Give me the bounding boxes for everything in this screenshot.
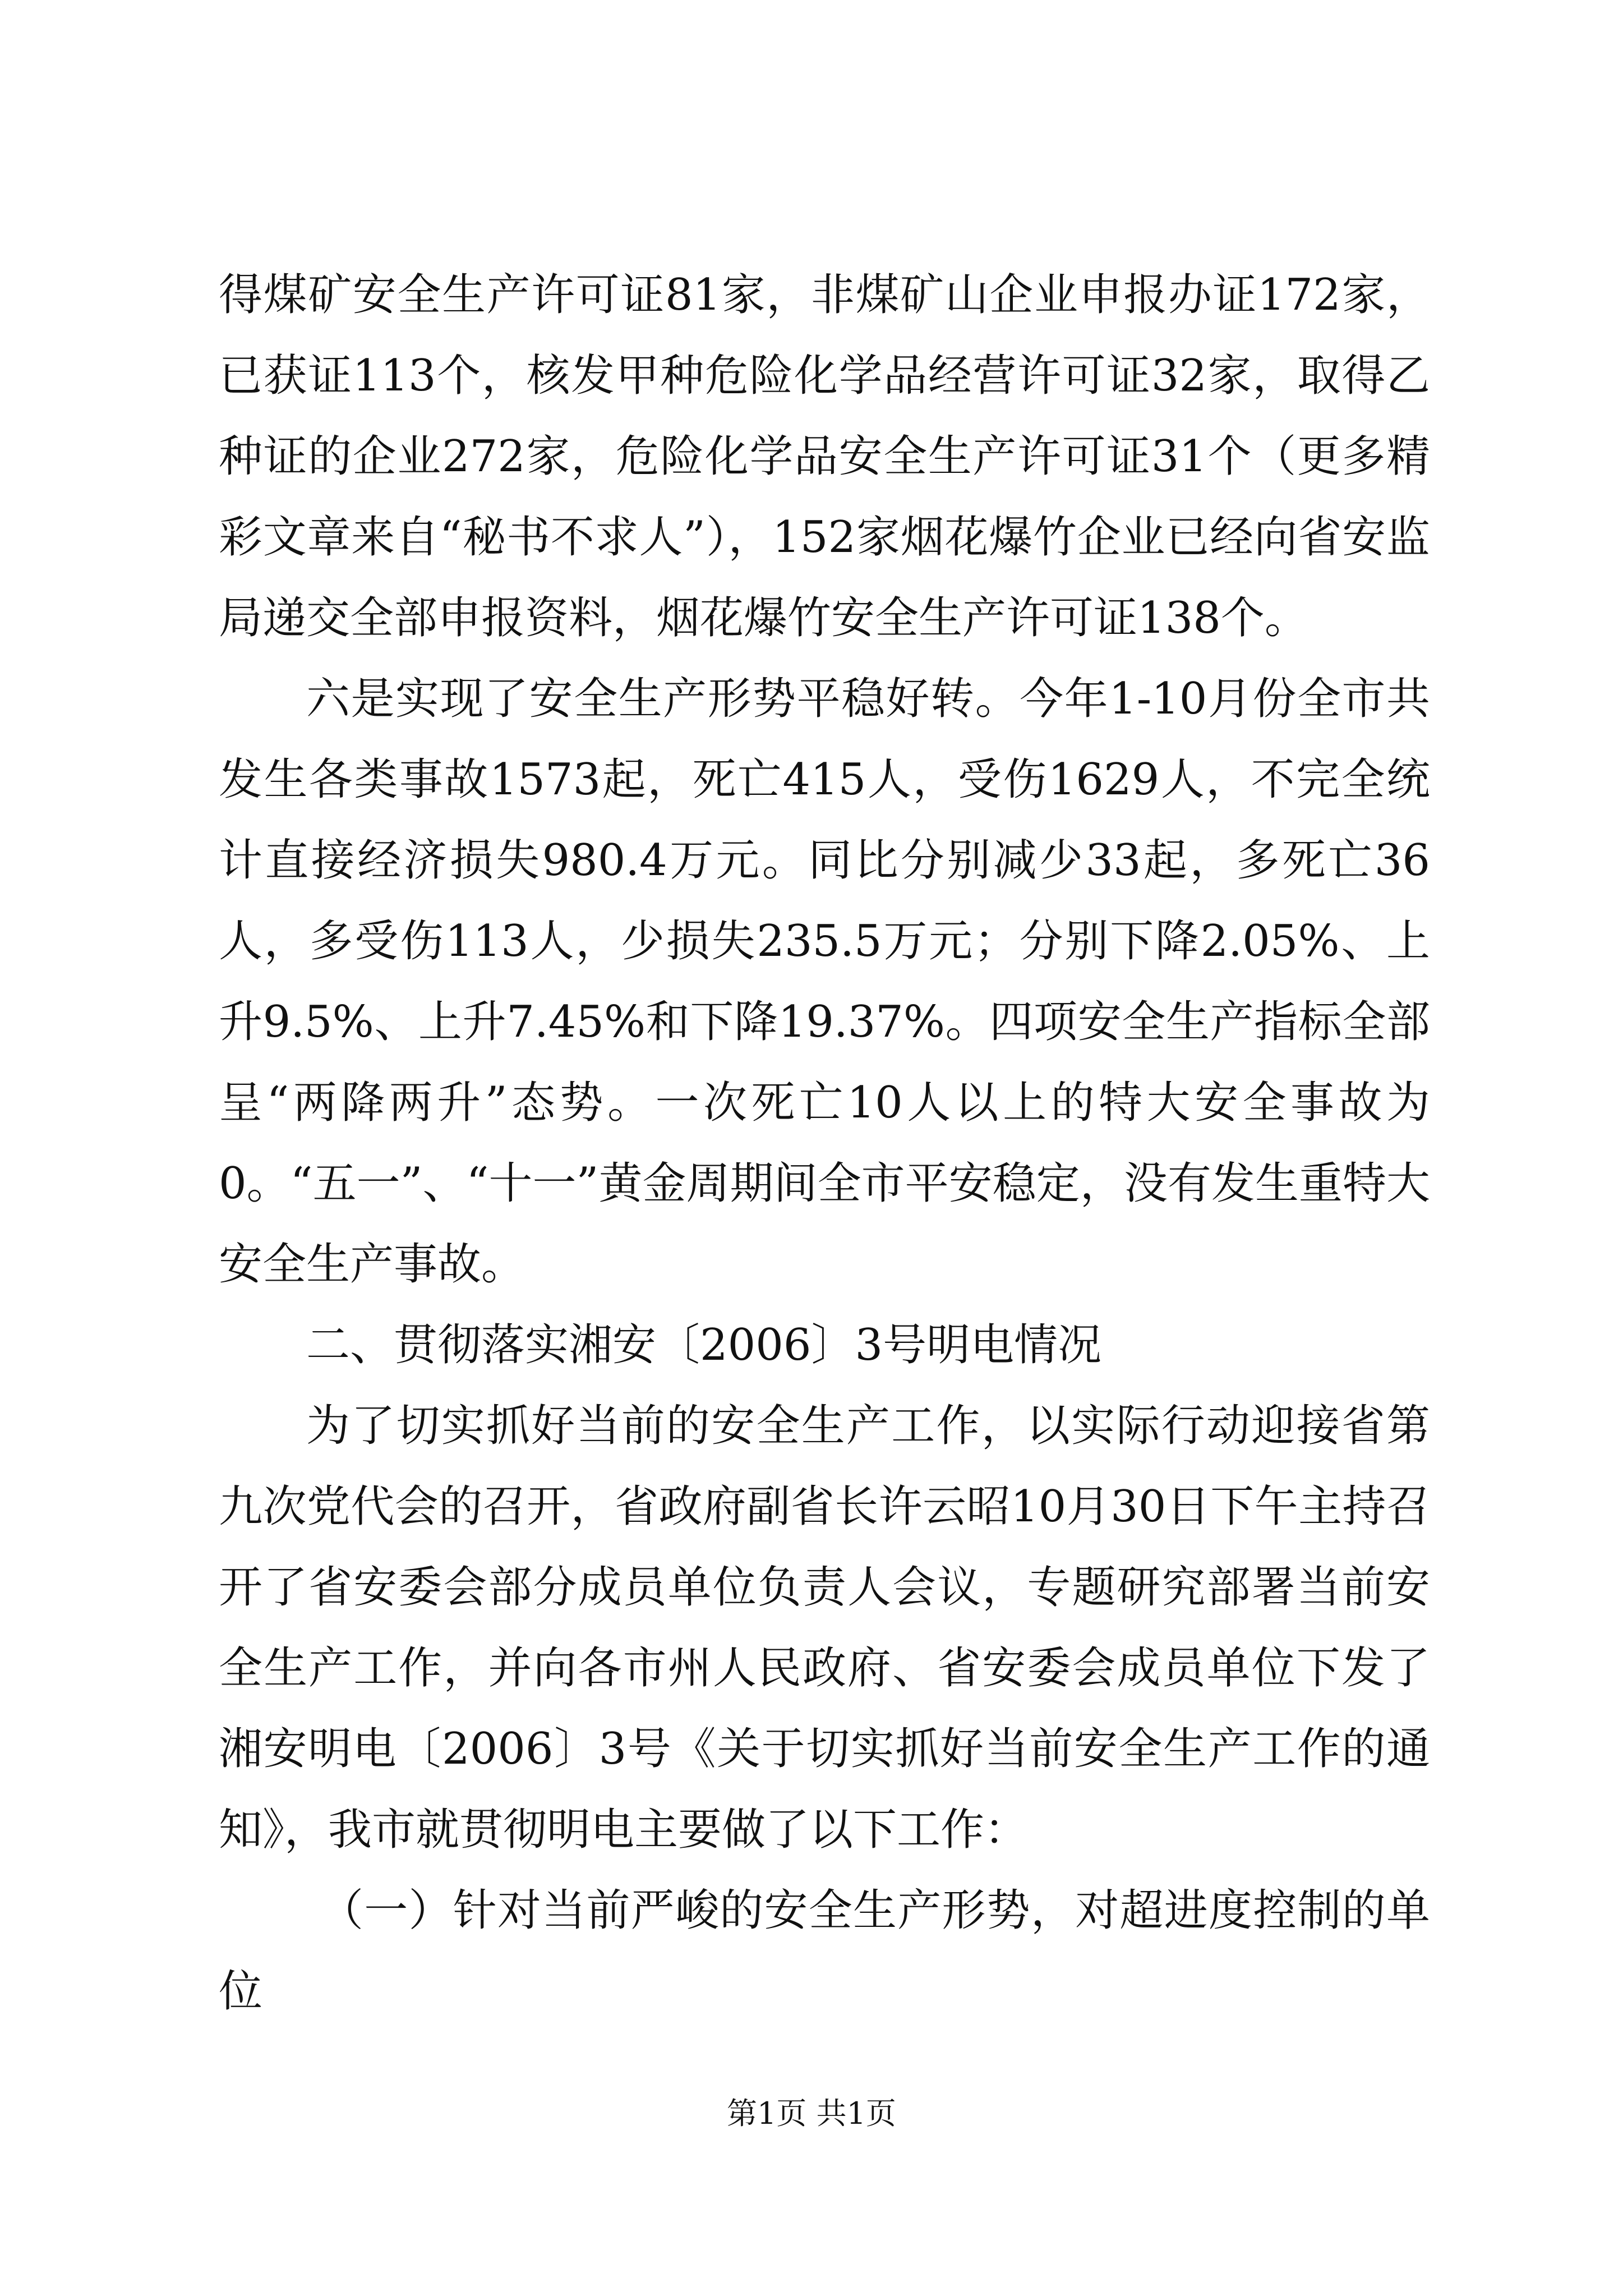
- paragraph-subsection-one: （一）针对当前严峻的安全生产形势，对超进度控制的单位: [219, 1885, 1430, 2017]
- page-footer: [0, 2094, 1623, 2133]
- document-body: [219, 255, 1430, 2032]
- section-heading: 二、贯彻落实湘安〔2006〕3号明电情况: [306, 1320, 1102, 1370]
- page-number-label: 第1页 共1页: [727, 2096, 896, 2131]
- paragraph-accident-statistics: 六是实现了安全生产形势平稳好转。今年1-10月份全市共发生各类事故1573起，死亡415人，受伤1629人，不完全统计直接经济损失980.4万元。同比分别减少33起，多死亡36人，多受伤113人，少损失235.5万元；分别下降2.05%、上升9.5%、上升7.45%和下降19.37%。四项安全生产指标全部呈“两降两升”态势。一次死亡10人以上的特大安全事故为0。“五一”、“十一”黄金周期间全市平安稳定，没有发生重特大安全生产事故。: [219, 674, 1430, 1290]
- paragraph-notice-implementation: 为了切实抓好当前的安全生产工作，以实际行动迎接省第九次党代会的召开，省政府副省长许云昭10月30日下午主持召开了省安委会部分成员单位负责人会议，专题研究部署当前安全生产工作，并向各市州人民政府、省安委会成员单位下发了湘安明电〔2006〕3号《关于切实抓好当前安全生产工作的通知》，我市就贯彻明电主要做了以下工作：: [219, 1401, 1430, 1855]
- paragraph-licenses: 得煤矿安全生产许可证81家，非煤矿山企业申报办证172家，已获证113个，核发甲种危险化学品经营许可证32家，取得乙种证的企业272家，危险化学品安全生产许可证31个（更多精彩文章来自“秘书不求人”），152家烟花爆竹企业已经向省安监局递交全部申报资料，烟花爆竹安全生产许可证138个。: [219, 270, 1430, 643]
